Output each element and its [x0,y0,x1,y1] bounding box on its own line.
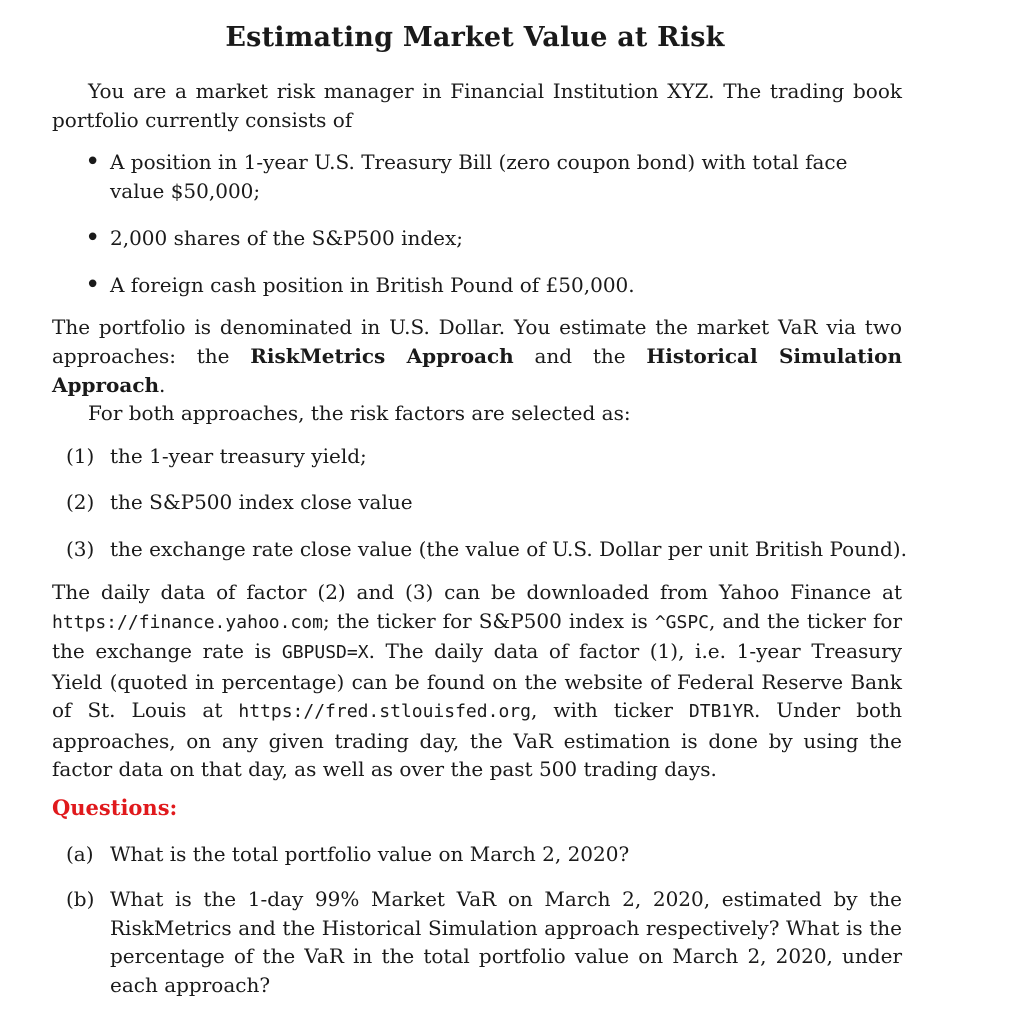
gbpusd-ticker: GBPUSD=X [281,642,369,663]
bullet-icon: • [85,223,101,253]
approach-text: . [159,373,166,397]
data-source-paragraph [52,578,902,784]
bullet-icon: • [85,270,101,300]
bullet-text: A foreign cash position in British Pound of £50,000. [110,273,635,297]
question-label: (a) [66,842,94,866]
paragraph-text: , and the ticker for the exchange rate is [52,608,903,663]
question-text: What is the total portfolio value on March 2, 2020? [110,842,630,866]
riskmetrics-term: RiskMetrics Approach [250,344,514,368]
list-item [66,442,910,471]
approach-text: and the [513,344,647,368]
enum-label: (2) [66,490,95,514]
bullet-text: A position in 1-year U.S. Treasury Bill (zero coupon bond) with total face value $50,000; [110,150,848,203]
page-title: Estimating Market Value at Risk [225,22,725,53]
fred-url: https://fred.stlouisfed.org [238,701,531,722]
enum-text: the exchange rate close value (the value of U.S. Dollar per unit British Pound). [110,537,907,561]
list-item [66,885,902,999]
list-item [66,535,910,564]
enum-text: the 1-year treasury yield; [110,444,367,468]
paragraph-text: . The daily data of factor (1), i.e. 1-year Treasury Yield (quoted in percentage) can be found on the website of Federal Reserve Bank of St. Louis at [52,639,902,722]
paragraph-text: The daily data of factor (2) and (3) can be downloaded from Yahoo Finance at [52,580,902,604]
list-item [85,270,902,300]
historical-simulation-term: Historical Simulation Approach [52,344,903,397]
question-text: What is the 1-day 99% Market VaR on March 2, 2020, estimated by the RiskMetrics and the Historical Simulation approach respectively? What is the percentage of the VaR in the total portfolio value on March 2, 2020, under each approach? [110,887,902,997]
paragraph-text: ; the ticker for S&P500 index is [322,608,655,633]
enum-text: the S&P500 index close value [110,490,413,514]
bullet-text: 2,000 shares of the S&P500 index; [110,226,464,250]
approach-paragraph [52,313,902,400]
intro-paragraph: You are a market risk manager in Financial Institution XYZ. The trading book portfolio currently consists of [52,79,902,132]
enum-label: (1) [66,444,95,468]
enum-label: (3) [66,537,95,561]
list-item [66,488,910,517]
yahoo-url: https://finance.yahoo.com [52,611,323,633]
dtb1yr-ticker: DTB1YR [688,701,754,722]
questions-heading: Questions: [52,795,178,820]
paragraph-text: . Under both approaches, on any given trading day, the VaR estimation is done by using the factor data on that day, as well as over the past 500 trading days. [52,698,902,781]
bullet-icon: • [85,147,101,177]
gspc-ticker: ^GSPC [654,611,709,633]
list-item [85,147,902,206]
approach-text: The portfolio is denominated in U.S. Dollar. You estimate the market VaR via two approaches: the [52,315,902,368]
paragraph-text: , with ticker [530,698,689,722]
factors-intro: For both approaches, the risk factors are selected as: [88,401,631,425]
list-item [66,840,902,869]
list-item [85,223,902,253]
question-label: (b) [66,887,95,911]
